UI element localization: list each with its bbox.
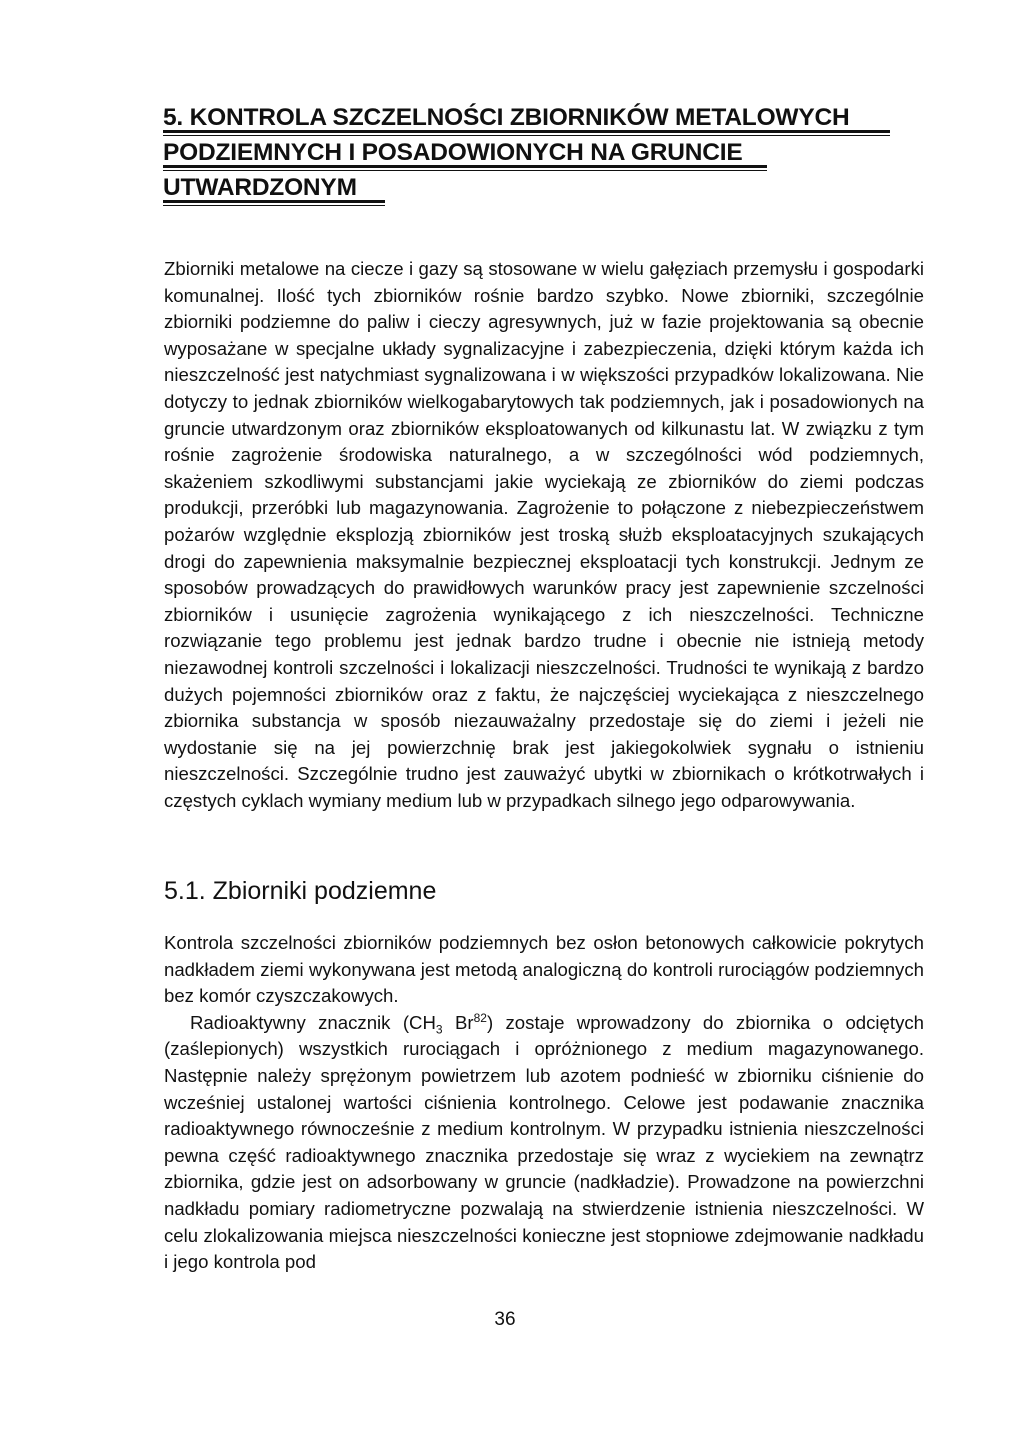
section-body bbox=[164, 930, 924, 1276]
section-paragraph-1: Kontrola szczelności zbiorników podziemnych bez osłon betonowych całkowicie pokrytych nadkładem ziemi wykonywana jest metodą analogiczną do kontroli rurociągów podziemnych bez komór czyszczakowych. bbox=[164, 932, 924, 1007]
formula-subscript: 3 bbox=[435, 1022, 443, 1037]
chapter-heading-line-2 bbox=[163, 135, 883, 170]
paragraph-2-text-rest: ) zostaje wprowadzony do zbiornika o odciętych (zaślepionych) wszystkich rurociągach i opróżnionego z medium magazynowanego. Następnie należy sprężonym powietrzem lub azotem podnieść w zbiorniku ciśnienie do wcześniej ustalonej wartości ciśnienia kontrolnego. Celowe jest podawanie znacznika radioaktywnego równocześnie z medium kontrolnym. W przypadku istnienia nieszczelności pewna część radioaktywnego znacznika przedostaje się wraz z wyciekiem na zewnątrz zbiornika, gdzie jest on adsorbowany w gruncie (nadkładzie). Prowadzone na powierzchni nadkładu pomiary radiometryczne pozwalają na stwierdzenie istnienia nieszczelności. W celu zlokalizowania miejsca nieszczelności konieczne jest stopniowe zdejmowanie nadkładu i jego kontrola pod bbox=[164, 1011, 925, 1273]
formula-element: Br bbox=[442, 1011, 474, 1033]
chapter-heading-text-3: UTWARDZONYM bbox=[163, 174, 357, 201]
page-number: 36 bbox=[494, 1309, 516, 1330]
chapter-heading-text-1: 5. KONTROLA SZCZELNOŚCI ZBIORNIKÓW METALOWYCH bbox=[163, 104, 850, 131]
heading-underline-3 bbox=[163, 200, 385, 206]
formula-superscript: 82 bbox=[473, 1010, 487, 1025]
intro-paragraph: Zbiorniki metalowe na ciecze i gazy są stosowane w wielu gałęziach przemysłu i gospodarki komunalnej. Ilość tych zbiorników rośnie bardzo szybko. Nowe zbiorniki, szczególnie zbiorniki podziemne do paliw i cieczy agresywnych, już w fazie projektowania są obecnie wyposażane w specjalne układy sygnalizacyjne i zabezpieczenia, dzięki którym każda ich nieszczelność jest natychmiast sygnalizowana i w większości przypadków lokalizowana. Nie dotyczy to jednak zbiorników wielkogabarytowych tak podziemnych, jak i posadowionych na gruncie utwardzonym oraz zbiorników eksploatowanych od kilkunastu lat. W związku z tym rośnie zagrożenie środowiska naturalnego, a w szczególności wód podziemnych, skażeniem szkodliwymi substancjami jakie wyciekają ze zbiorników do ziemi podczas produkcji, przeróbki lub magazynowania. Zagrożenie to połączone z niebezpieczeństwem pożarów względnie eksplozją zbiorników jest troską służb eksploatacyjnych szukających drogi do zapewnienia maksymalnie bezpiecznej eksploatacji tych konstrukcji. Jednym ze sposobów prowadzących do prawidłowych warunków pracy jest zapewnienie szczelności zbiorników i usunięcie zagrożenia wynikającego z ich nieszczelności. Techniczne rozwiązanie tego problemu jest jednak bardzo trudne i obecnie nie istnieją metody niezawodnej kontroli szczelności i lokalizacji nieszczelności. Trudności te wynikają z bardzo dużych pojemności zbiorników oraz z faktu, że najczęściej wyciekająca z nieszczelnego zbiornika substancja w sposób niezauważalny przedostaje się do ziemi i jeżeli nie wydostanie się na jej powierzchnię brak jest jakiegokolwiek sygnału o istnieniu nieszczelności. Szczególnie trudno jest zauważyć ubytki w zbiornikach o krótkotrwałych i częstych cyklach wymiany medium lub w przypadkach silnego jego odparowywania. bbox=[164, 258, 924, 811]
chapter-heading-text-2: PODZIEMNYCH I POSADOWIONYCH NA GRUNCIE bbox=[163, 139, 743, 166]
chapter-heading-line-1 bbox=[163, 100, 883, 135]
chapter-heading bbox=[163, 100, 883, 205]
section-paragraph-2 bbox=[164, 1010, 924, 1276]
section-heading: 5.1. Zbiorniki podziemne bbox=[164, 877, 437, 905]
paragraph-2-text-start: Radioaktywny znacznik (CH bbox=[190, 1011, 436, 1033]
chapter-heading-line-3 bbox=[163, 170, 883, 205]
